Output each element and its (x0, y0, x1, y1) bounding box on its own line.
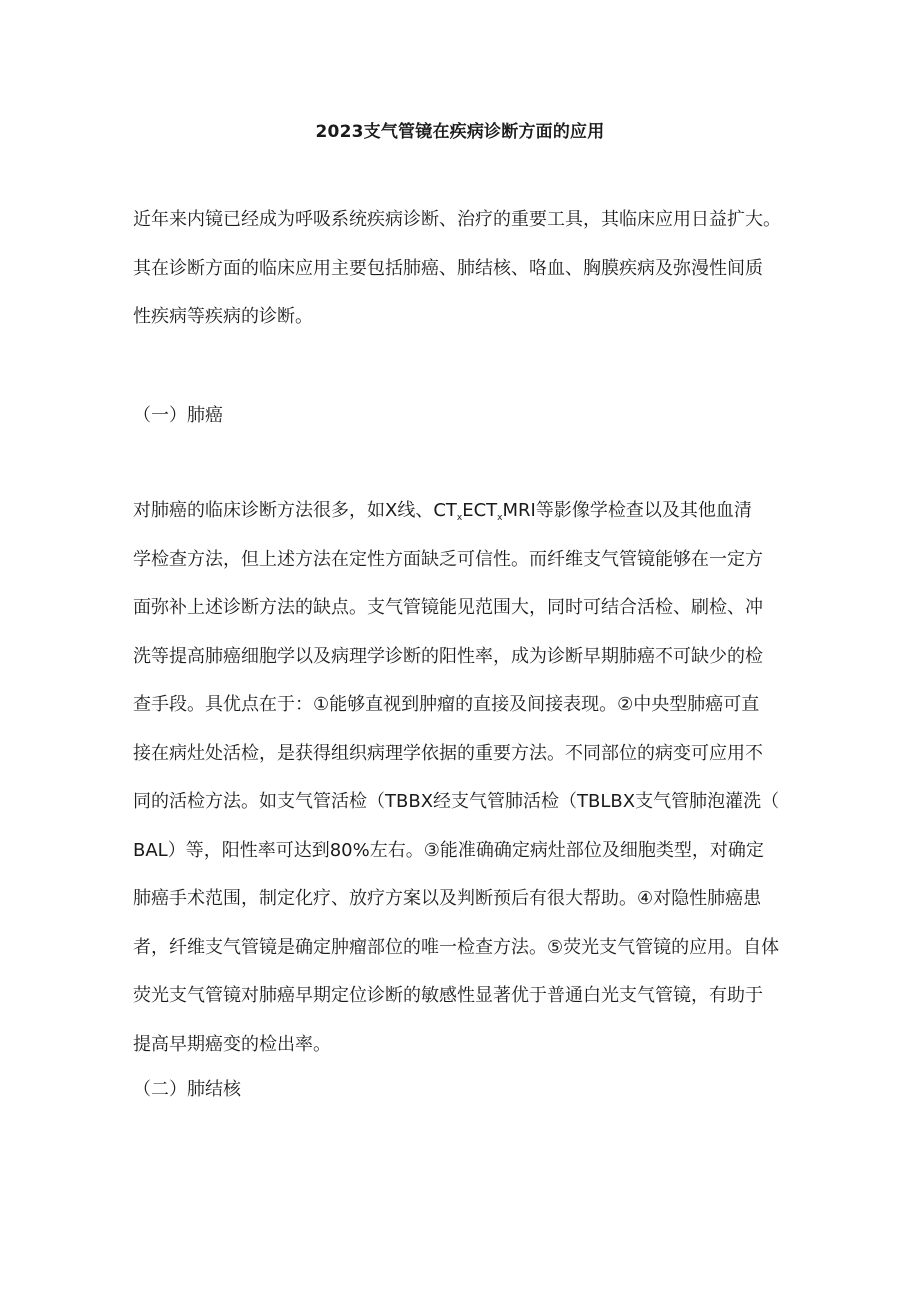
intro-line: 性疾病等疾病的诊断。 (133, 306, 313, 327)
section-heading-lung-cancer: （一）肺癌 (133, 405, 223, 426)
text-run: ECT (462, 500, 498, 521)
paragraph-line: 查手段。具优点在于：①能够直视到肿瘤的直接及间接表现。②中央型肺癌可直 (133, 694, 760, 715)
paragraph-line: 面弥补上述诊断方法的缺点。支气管镜能见范围大，同时可结合活检、刷检、冲 (133, 597, 763, 618)
document-title: 2023支气管镜在疾病诊断方面的应用 (315, 122, 605, 142)
paragraph-line: 肺癌手术范围，制定化疗、放疗方案以及判断预后有很大帮助。④对隐性肺癌患 (133, 888, 762, 909)
text-run: MRI等影像学检查以及其他血清 (502, 500, 752, 521)
paragraph-line: 荧光支气管镜对肺癌早期定位诊断的敏感性显著优于普通白光支气管镜，有助于 (133, 985, 763, 1006)
section-heading-tuberculosis: （二）肺结核 (133, 1079, 241, 1100)
lung-cancer-paragraph (133, 487, 813, 1069)
paragraph-line (133, 487, 813, 536)
paragraph-line: 提高早期癌变的检出率。 (133, 1033, 331, 1055)
text-run: 对肺癌的临床诊断方法很多，如X线、CT (133, 500, 457, 521)
intro-paragraph (133, 196, 813, 342)
paragraph-line: 同的活检方法。如支气管活检（TBBX经支气管肺活检（TBLBX支气管肺泡灌洗（ (133, 791, 780, 812)
paragraph-line: 接在病灶处活检，是获得组织病理学依据的重要方法。不同部位的病变可应用不 (133, 742, 763, 764)
paragraph-line: 学检查方法，但上述方法在定性方面缺乏可信性。而纤维支气管镜能够在一定方 (133, 548, 763, 570)
paragraph-line: BAL）等，阳性率可达到80%左右。③能准确确定病灶部位及细胞类型，对确定 (133, 839, 764, 861)
paragraph-line: 者，纤维支气管镜是确定肿瘤部位的唯一检查方法。⑤荧光支气管镜的应用。自体 (133, 936, 780, 958)
paragraph-line: 洗等提高肺癌细胞学以及病理学诊断的阳性率，成为诊断早期肺癌不可缺少的检 (133, 645, 763, 667)
intro-line: 近年来内镜已经成为呼吸系统疾病诊断、治疗的重要工具，其临床应用日益扩大。 (133, 209, 781, 230)
subscript: x (456, 513, 463, 523)
intro-line: 其在诊断方面的临床应用主要包括肺癌、肺结核、咯血、胸膜疾病及弥漫性间质 (133, 257, 763, 279)
subscript: x (497, 513, 503, 523)
